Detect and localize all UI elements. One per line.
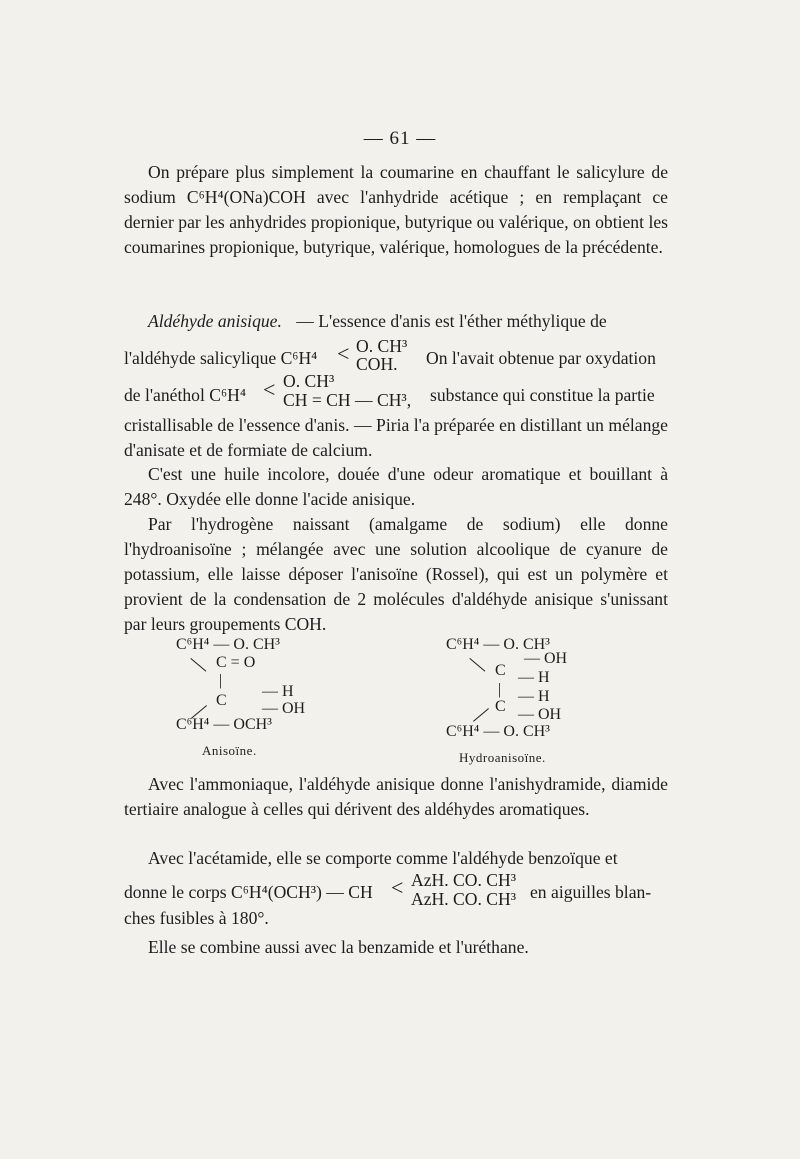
formula-bottom: CH = CH — CH³,: [283, 390, 412, 410]
anisoine-oh: — OH: [262, 700, 306, 717]
anisoine-c1: C = O: [216, 654, 256, 671]
acetamide-line2: donne le corps C⁶H⁴(OCH³) — CH: [124, 882, 373, 902]
formula-top: O. CH³: [356, 336, 408, 356]
aldehyde-text-l2b: On l'avait obtenue par oxydation: [426, 348, 656, 368]
aldehyde-formula-line-2: [124, 385, 246, 406]
fork-symbol: <: [263, 377, 276, 402]
formula-bottom: AzH. CO. CH³: [411, 889, 516, 909]
acetamide-line2b: en aiguilles blan-: [530, 882, 652, 902]
hydroanisoine-top: C⁶H⁴ — O. CH³: [446, 636, 550, 653]
hydroanisoine-h1: — H: [518, 669, 550, 686]
bond-line: [469, 658, 485, 672]
anisoine-caption: Anisoïne.: [202, 743, 257, 758]
hydroanisoine-bottom: C⁶H⁴ — O. CH³: [446, 723, 550, 740]
anisoine-h: — H: [262, 683, 294, 700]
bond-line: [473, 708, 489, 722]
aldehyde-text-rest: cristallisable de l'essence d'anis. — Piria l'a préparée en distillant un mélange d'anisate et de formiate de calcium.: [124, 415, 668, 460]
formula-top: O. CH³: [283, 371, 335, 391]
fork-symbol: <: [337, 341, 350, 366]
aldehyde-text-l3a: de l'anéthol C⁶H⁴: [124, 385, 246, 405]
paragraph-hydrogenation: Par l'hydrogène naissant (amalgame de sodium) elle donne l'hydroanisoïne ; mélangée avec une solution alcoolique de cyanure de potassium, elle laisse déposer l'anisoïne (Rossel), qui est un polymère et provient de la condensation de 2 molécules d'aldéhyde anisique s'unissant par leurs groupements COH.: [124, 514, 668, 634]
paragraph-aldehyde-line1: [148, 311, 668, 332]
hydroanisoine-oh2: — OH: [518, 706, 562, 723]
aldehyde-text-l2a: l'aldéhyde salicylique C⁶H⁴: [124, 348, 318, 368]
hydroanisoine-bar: |: [498, 681, 502, 698]
aldehyde-formula-line-1: [124, 348, 317, 369]
anisoine-top: C⁶H⁴ — O. CH³: [176, 636, 280, 653]
acetamide-line3: ches fusibles à 180°.: [124, 908, 269, 928]
hydroanisoine-oh1: — OH: [524, 650, 568, 667]
acetamide-line1: Avec l'acétamide, elle se comporte comme l'aldéhyde benzoïque et: [148, 848, 618, 868]
section-title: Aldéhyde anisique.: [148, 311, 282, 331]
page-number: — 61 —: [363, 128, 437, 149]
paragraph-benzamide: Elle se combine aussi avec la benzamide et l'uréthane.: [148, 937, 529, 957]
paragraph-properties: C'est une huile incolore, douée d'une odeur aromatique et bouillant à 248°. Oxydée elle donne l'acide anisique.: [124, 464, 668, 509]
formula-bottom: COH.: [356, 354, 398, 374]
paragraph-coumarine: On prépare plus simplement la coumarine en chauffant le salicylure de sodium C⁶H⁴(ONa)COH avec l'anhydride acétique ; en remplaçant ce dernier par les anhydrides propionique, butyrique ou valérique, on obtient les coumarines propionique, butyrique, valérique, homologues de la précédente.: [124, 162, 668, 257]
hydroanisoine-h2: — H: [518, 688, 550, 705]
bond-line: [190, 658, 206, 672]
anisoine-bar: |: [219, 672, 223, 689]
aldehyde-text-l3b: substance qui constitue la partie: [430, 385, 655, 405]
hydroanisoine-caption: Hydroanisoïne.: [459, 750, 546, 765]
anisoine-c2: C: [216, 692, 227, 709]
hydroanisoine-c1: C: [495, 662, 506, 679]
paragraph-ammoniaque: Avec l'ammoniaque, l'aldéhyde anisique donne l'anishydramide, diamide tertiaire analogue à celles qui dérivent des aldéhydes aromatiques.: [124, 774, 668, 819]
fork-symbol: <: [391, 875, 404, 900]
formula-top: AzH. CO. CH³: [411, 870, 516, 890]
aldehyde-text-line1: — L'essence d'anis est l'éther méthylique de: [296, 311, 607, 331]
anisoine-bottom: C⁶H⁴ — OCH³: [176, 716, 272, 733]
hydroanisoine-c2: C: [495, 698, 506, 715]
